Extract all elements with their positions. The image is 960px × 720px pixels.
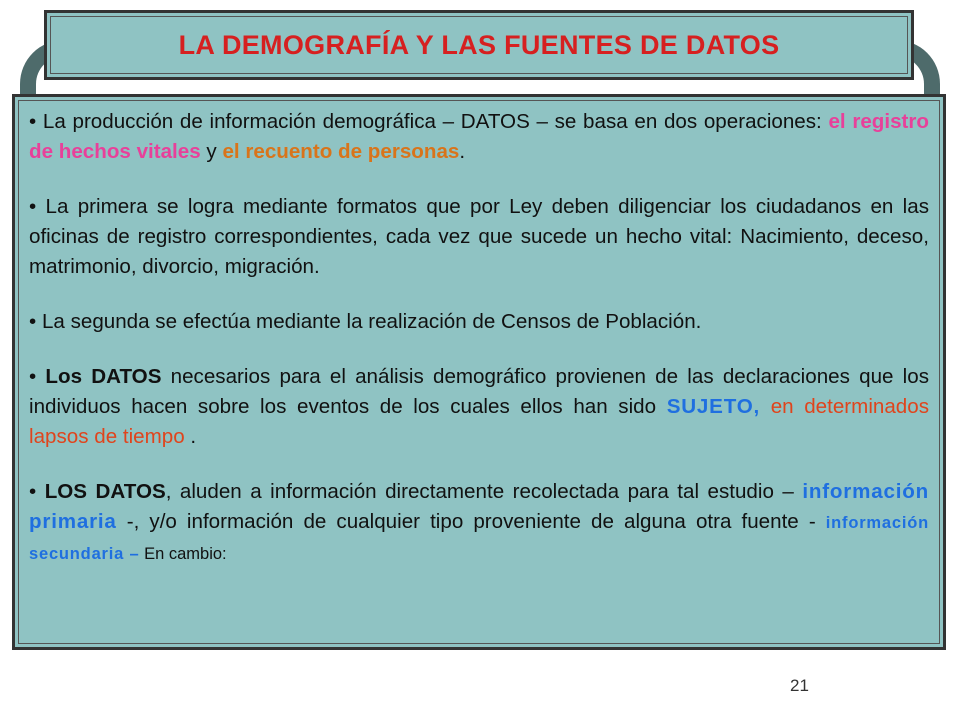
paragraph-text: La producción de información demográfica – DATOS – se basa en dos operaciones:: [36, 110, 829, 133]
highlight-time-periods: en determinados lapsos de tiempo: [29, 395, 929, 448]
bullet: •: [29, 365, 37, 388]
paragraph-data-types: [29, 477, 929, 569]
slide-title: LA DEMOGRAFÍA Y LAS FUENTES DE DATOS: [178, 29, 780, 60]
paragraph-second-operation: [29, 307, 929, 337]
title-banner: [44, 10, 914, 80]
paragraph-text: .: [459, 140, 466, 163]
highlight-subject: SUJETO,: [666, 395, 761, 418]
bullet: •: [29, 310, 37, 333]
highlight-primary-info: información primaria: [29, 480, 929, 533]
paragraph-text: En cambio:: [139, 545, 227, 563]
paragraph-production: [29, 107, 929, 167]
paragraph-text: y: [200, 140, 223, 163]
bullet: •: [29, 480, 37, 503]
page-number: 21: [790, 676, 809, 695]
bold-term: Los DATOS: [36, 365, 162, 388]
bullet: •: [29, 195, 37, 218]
paragraph-text: La segunda se efectúa mediante la realización de Censos de Población.: [36, 310, 702, 333]
bold-term: LOS DATOS: [36, 480, 166, 503]
highlight-population-count: el recuento de personas: [222, 140, 460, 163]
content-panel: [12, 94, 946, 650]
paragraph-first-operation: [29, 192, 929, 282]
highlight-vital-records: el registro de hechos vitales: [29, 110, 929, 163]
paragraph-text: necesarios para el análisis demográfico provienen de las declaraciones que los individuos hacen sobre los eventos de los cuales ellos han sido: [29, 365, 930, 418]
paragraph-text: .: [184, 425, 197, 448]
paragraph-text: -, y/o información de cualquier tipo proveniente de alguna otra fuente -: [116, 510, 826, 533]
paragraph-text: La primera se logra mediante formatos que por Ley deben diligenciar los ciudadanos en las oficinas de registro correspondientes, cada vez que sucede un hecho vital: Nacimiento, deceso, matrimonio, divorcio, migración.: [29, 195, 929, 278]
paragraph-text: , aluden a información directamente recolectada para tal estudio –: [165, 480, 803, 503]
bullet: •: [29, 110, 37, 133]
paragraph-data-sources: [29, 362, 929, 452]
highlight-secondary-info: información secundaria –: [29, 514, 929, 563]
